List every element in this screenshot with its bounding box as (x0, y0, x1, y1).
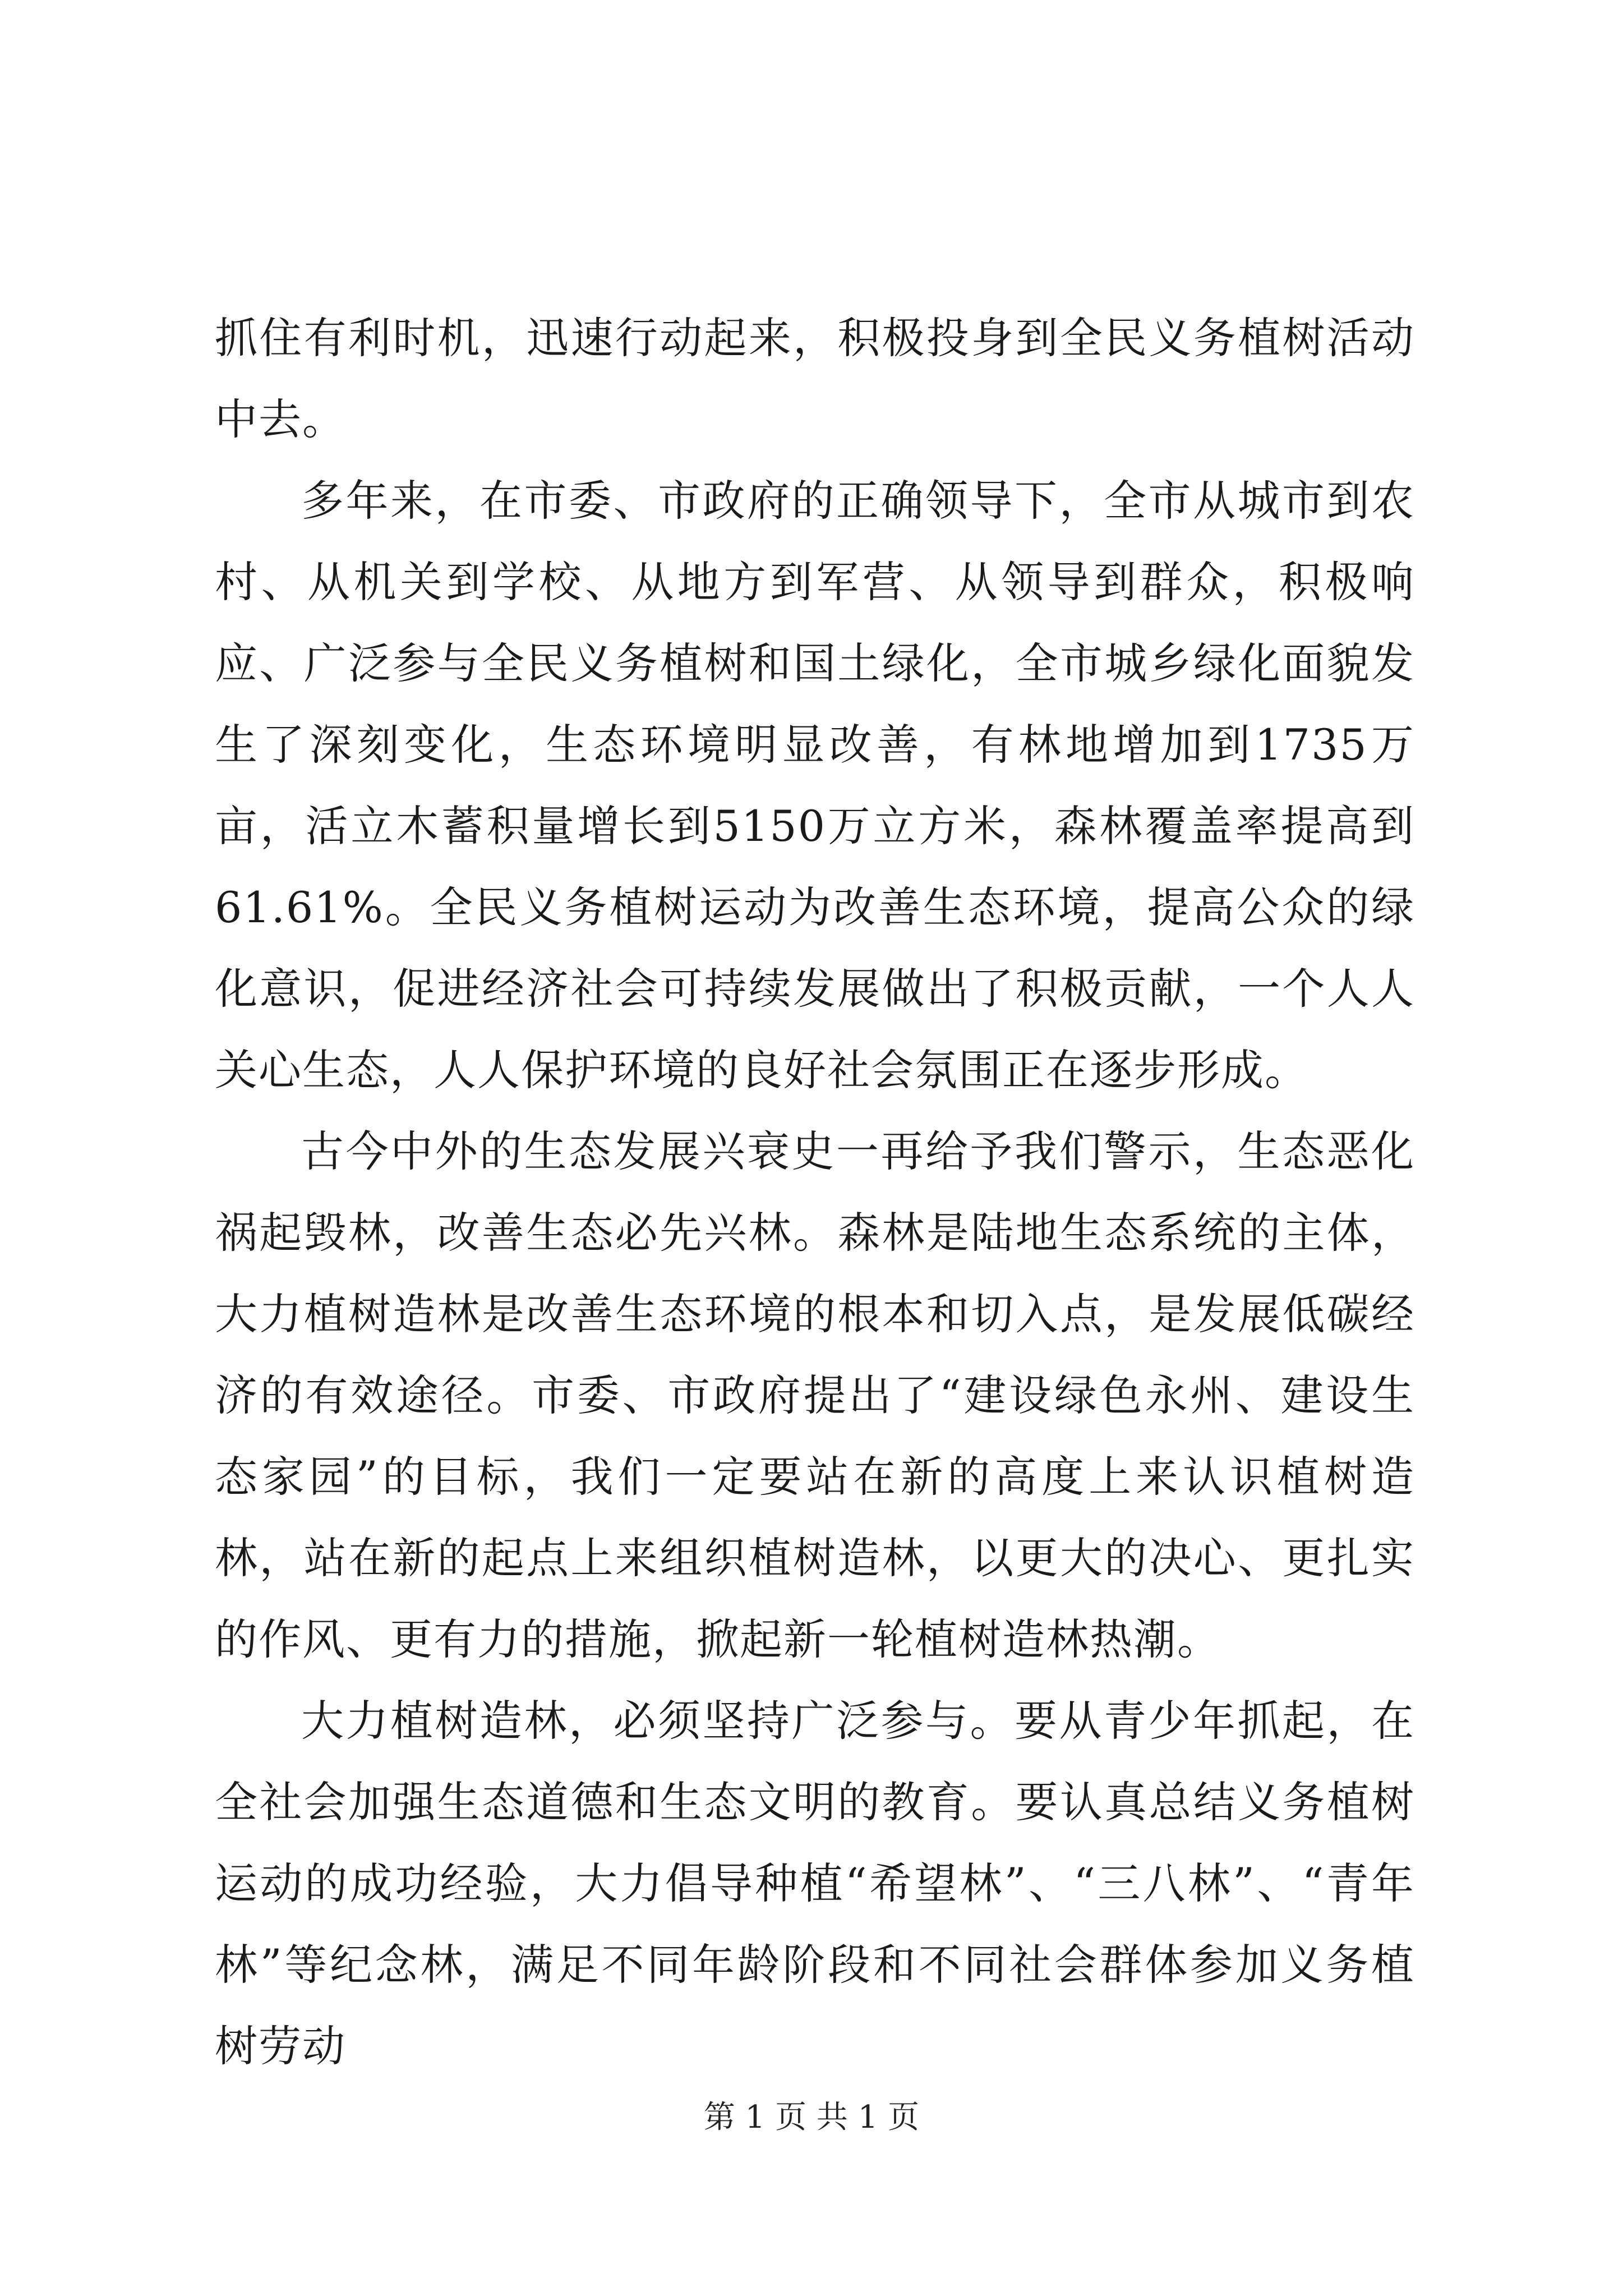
document-body (215, 297, 1415, 2087)
page-number-footer: 第 1 页 共 1 页 (703, 2099, 920, 2136)
paragraph-continuation: 抓住有利时机，迅速行动起来，积极投身到全民义务植树活动中去。 (215, 313, 1415, 444)
paragraph-ecology-warning: 古今中外的生态发展兴衰史一再给予我们警示，生态恶化祸起毁林，改善生态必先兴林。森林是陆地生态系统的主体，大力植树造林是改善生态环境的根本和切入点，是发展低碳经济的有效途径。市委、市政府提出了“建设绿色永州、建设生态家园”的目标，我们一定要站在新的高度上来认识植树造林，站在新的起点上来组织植树造林，以更大的决心、更扎实的作风、更有力的措施，掀起新一轮植树造林热潮。 (215, 1126, 1415, 1664)
paragraph-broad-participation: 大力植树造林，必须坚持广泛参与。要从青少年抓起，在全社会加强生态道德和生态文明的教育。要认真总结义务植树运动的成功经验，大力倡导种植“希望林”、“三八林”、“青年林”等纪念林，满足不同年龄阶段和不同社会群体参加义务植树劳动 (215, 1696, 1415, 2071)
paragraph-greening-achievements: 多年来，在市委、市政府的正确领导下，全市从城市到农村、从机关到学校、从地方到军营、从领导到群众，积极响应、广泛参与全民义务植树和国土绿化，全市城乡绿化面貌发生了深刻变化，生态环境明显改善，有林地增加到1735万亩，活立木蓄积量增长到5150万立方米，森林覆盖率提高到61.61%。全民义务植树运动为改善生态环境，提高公众的绿化意识，促进经济社会可持续发展做出了积极贡献，一个人人关心生态，人人保护环境的良好社会氛围正在逐步形成。 (215, 476, 1415, 1095)
